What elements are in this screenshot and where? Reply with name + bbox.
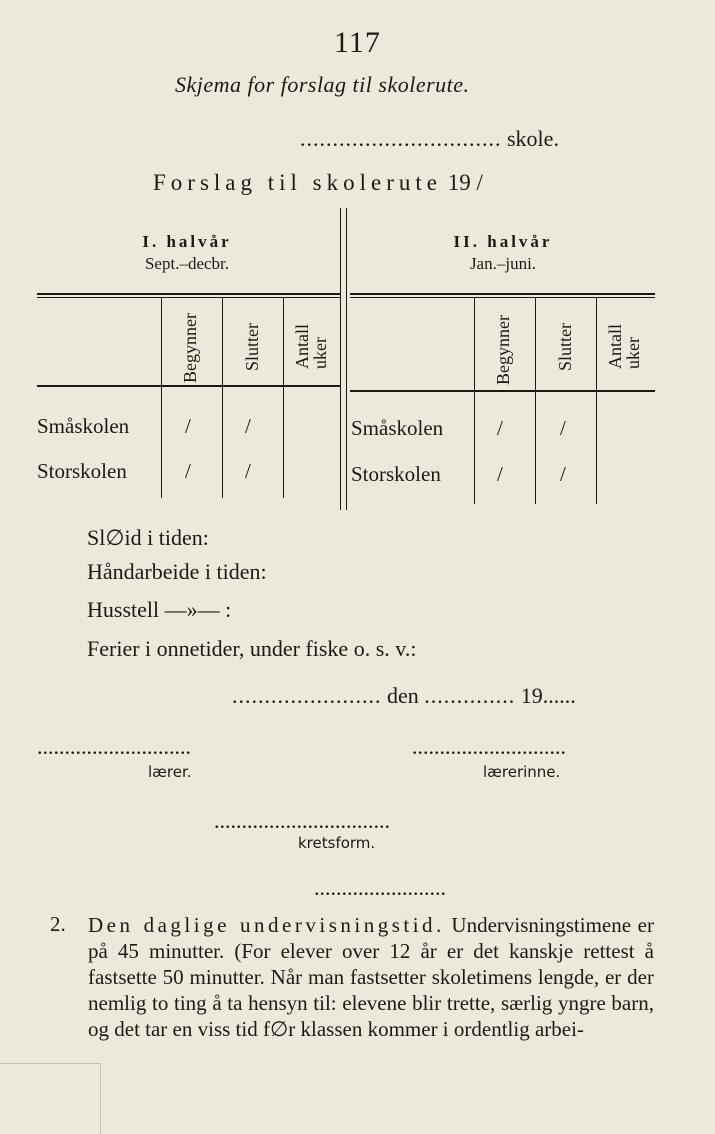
- handwork-field: Håndarbeide i tiden:: [87, 559, 267, 584]
- holidays-field: Ferier i onnetider, under fiske o. s. v.:: [87, 636, 417, 661]
- table-header-rule-right: [350, 390, 655, 392]
- right-row-1-begin: /: [497, 416, 503, 440]
- table-header-rule-left: [37, 385, 341, 387]
- date-word: den: [387, 683, 419, 708]
- half-1-period: Sept.–decbr.: [144, 254, 230, 273]
- right-col-divider-3: [596, 298, 597, 504]
- proposal-prefix: Forslag til skolerute: [153, 170, 442, 195]
- page-number: 117: [334, 26, 381, 59]
- left-row-2-label: Storskolen: [37, 459, 127, 483]
- left-col-begin-header: Begynner: [180, 313, 200, 383]
- right-col-divider-2: [535, 298, 536, 504]
- left-col-divider-1: [161, 298, 162, 498]
- bottom-dots: ........................: [314, 875, 446, 900]
- right-row-2-end: /: [560, 462, 566, 486]
- left-row-2-end: /: [245, 459, 251, 483]
- right-col-begin-header: Begynner: [493, 315, 513, 385]
- left-row-1-label: Småskolen: [37, 414, 130, 438]
- right-col-divider-1: [474, 298, 475, 504]
- paragraph-body: [88, 912, 654, 1042]
- left-col-weeks-header: Antall uker: [292, 324, 330, 369]
- left-row-1-end: /: [245, 414, 251, 438]
- teacheress-signature-label: lærerinne.: [483, 763, 561, 781]
- date-dots-2: ..............: [424, 683, 516, 708]
- table-top-rule-left-2: [37, 297, 341, 298]
- left-col-divider-3: [283, 298, 284, 498]
- teacheress-signature-dots: ............................: [412, 734, 566, 759]
- date-dots-1: .......................: [232, 683, 382, 708]
- table-top-rule-left: [37, 293, 341, 295]
- household-field: Husstell —»— :: [87, 597, 232, 622]
- right-row-1-label: Småskolen: [351, 416, 444, 440]
- kretsform-dots: ................................: [214, 808, 390, 833]
- right-col-weeks-header: Antall uker: [605, 324, 643, 369]
- paragraph-text: Undervisningstimene er på 45 minutter. (For elever over 12 år er det kanskje rettest å fastsette 50 minutter. Når man fastsetter skoletimens lengde, er der nemlig to ting å ta hensyn til: elevene blir trette, særlig yngre barn, og det tar en viss tid f∅r klassen kommer i ordentlig arbei-: [88, 913, 654, 1041]
- right-row-1-end: /: [560, 416, 566, 440]
- proposal-year: 19 /: [447, 170, 483, 195]
- paragraph-heading: Den daglige undervisningstid.: [88, 913, 445, 937]
- center-divider-1: [340, 208, 341, 510]
- school-label: skole.: [507, 126, 559, 151]
- school-dots: ...............................: [300, 126, 502, 151]
- table-top-rule-right-2: [350, 297, 655, 298]
- teacher-signature-dots: ............................: [37, 734, 191, 759]
- center-divider-2: [346, 208, 347, 510]
- proposal-heading: [153, 170, 483, 196]
- right-col-end-header: Slutter: [555, 323, 575, 371]
- date-year: 19......: [520, 683, 576, 708]
- form-title: Skjema for forslag til skolerute.: [175, 72, 470, 97]
- half-2-header: [403, 231, 603, 275]
- left-row-1-begin: /: [185, 414, 191, 438]
- page-edge-mark: [0, 1063, 101, 1134]
- kretsform-label: kretsform.: [298, 834, 376, 852]
- date-line: [232, 683, 576, 709]
- left-row-2-begin: /: [185, 459, 191, 483]
- school-line: [300, 126, 559, 152]
- left-col-divider-2: [222, 298, 223, 498]
- sloyd-field: Sl∅id i tiden:: [87, 525, 209, 550]
- teacher-signature-label: lærer.: [148, 763, 192, 781]
- table-top-rule-right: [350, 293, 655, 295]
- half-1-title: I. halvår: [142, 232, 232, 251]
- right-row-2-label: Storskolen: [351, 462, 441, 486]
- half-1-header: [87, 231, 287, 275]
- half-2-title: II. halvår: [453, 232, 553, 251]
- half-2-period: Jan.–juni.: [469, 254, 537, 273]
- paragraph-number: 2.: [50, 912, 66, 936]
- left-col-end-header: Slutter: [242, 323, 262, 371]
- right-row-2-begin: /: [497, 462, 503, 486]
